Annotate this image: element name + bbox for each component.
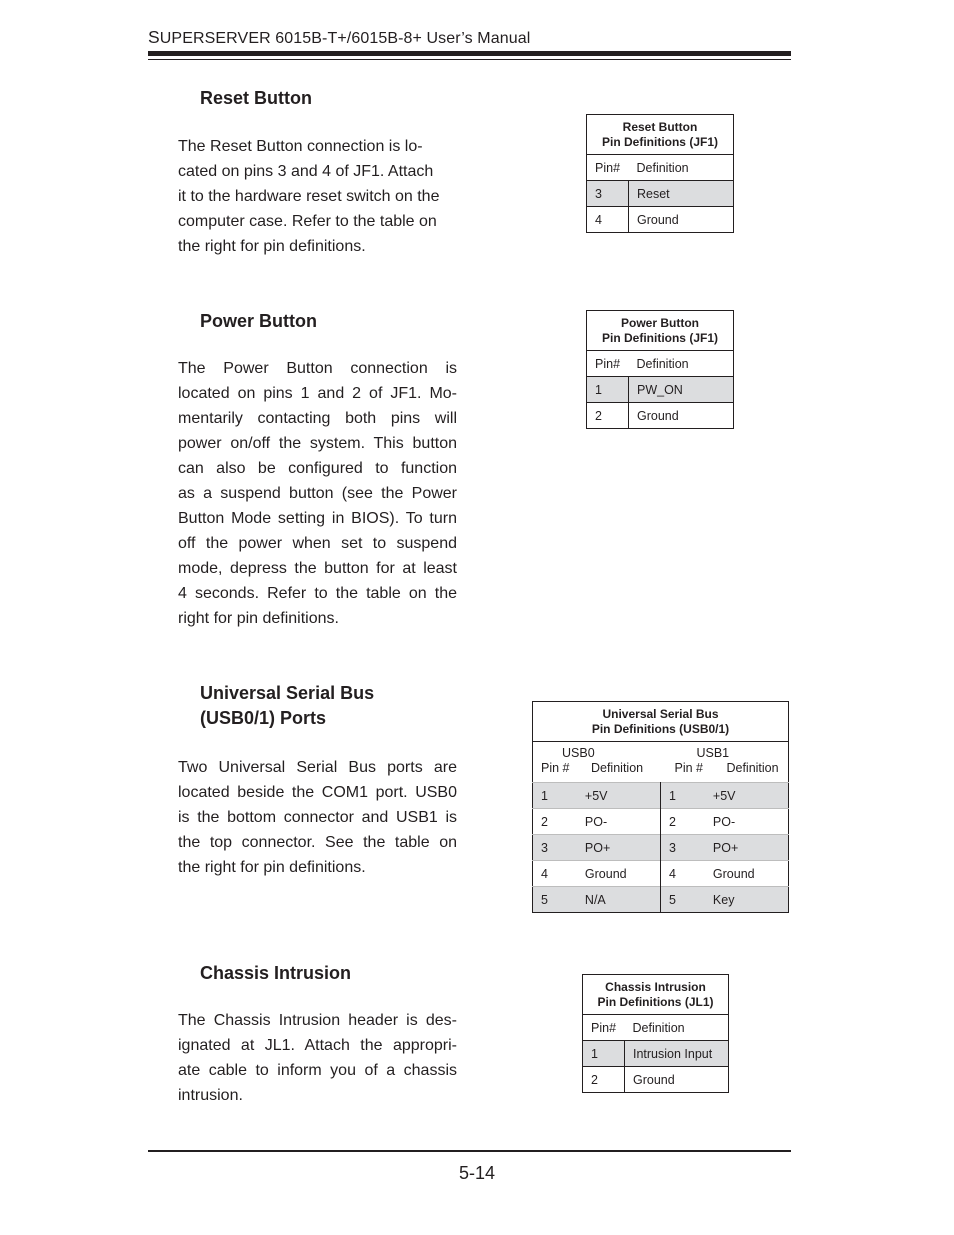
usb-line: Two Universal Serial Bus ports are: [178, 759, 457, 776]
definition-cell: PO-: [577, 809, 661, 835]
definition-cell: PO+: [705, 835, 789, 861]
power-table-title: [587, 311, 734, 351]
chassis-heading: Chassis Intrusion: [200, 963, 352, 983]
usb-line: the right for pin definitions.: [178, 859, 366, 876]
definition-cell: Ground: [629, 207, 734, 233]
table-row: [533, 783, 789, 809]
chassis-table-title-line1: Chassis Intrusion: [605, 979, 706, 994]
reset-col-definition: Definition: [629, 155, 734, 181]
usb1-col-pin: Pin #: [674, 761, 703, 775]
chassis-line: The Chassis Intrusion header is des-: [178, 1012, 457, 1029]
usb1-col-definition: Definition: [726, 761, 779, 775]
reset-table-title-line2: Pin Definitions (JF1): [601, 134, 718, 149]
definition-cell: PW_ON: [629, 377, 734, 403]
power-line: mentarily contacting both pins will: [178, 410, 457, 427]
power-line: power on/off the system. This button: [178, 435, 457, 452]
usb-line: is the bottom connector and USB1 is: [178, 809, 457, 826]
definition-cell: Reset: [629, 181, 734, 207]
power-line: can also be configured to function: [178, 460, 457, 477]
page-number: 5-14: [458, 1163, 496, 1183]
reset-col-pin: Pin#: [587, 155, 629, 181]
table-row: [587, 403, 734, 429]
power-line: right for pin definitions.: [178, 610, 339, 627]
chassis-body: [178, 1008, 457, 1108]
reset-line: The Reset Button connection is lo-: [178, 138, 423, 155]
power-col-pin: Pin#: [587, 351, 629, 377]
definition-cell: +5V: [705, 783, 789, 809]
power-line: off the power when set to suspend: [178, 535, 457, 552]
table-row: [583, 1041, 729, 1067]
table-row: [533, 861, 789, 887]
usb0-header: [533, 742, 661, 783]
power-line: Button Mode setting in BIOS). To turn: [178, 510, 457, 527]
usb-line: the top connector. See the table on: [178, 834, 457, 851]
header-rule-thin: [148, 59, 791, 60]
power-heading: Power Button: [200, 311, 317, 331]
chassis-col-pin: Pin#: [583, 1015, 625, 1041]
usb0-col-pin: Pin #: [541, 761, 570, 775]
table-row: [587, 181, 734, 207]
chassis-table-title: [583, 975, 729, 1015]
reset-table-title-line1: Reset Button: [622, 119, 698, 134]
running-header: [148, 27, 530, 48]
header-rule-thick: [148, 51, 791, 56]
usb1-header: [660, 742, 788, 783]
usb-heading-line1: Universal Serial Bus: [200, 683, 375, 703]
pin-cell: 2: [533, 809, 577, 835]
usb-body: [178, 755, 457, 880]
reset-line: cated on pins 3 and 4 of JF1. Attach: [178, 163, 434, 180]
power-pin-table: [586, 310, 734, 429]
pin-cell: 2: [583, 1067, 625, 1093]
definition-cell: PO-: [705, 809, 789, 835]
usb-line: located beside the COM1 port. USB0: [178, 784, 457, 801]
pin-cell: 4: [533, 861, 577, 887]
pin-cell: 1: [660, 783, 704, 809]
pin-cell: 2: [660, 809, 704, 835]
definition-cell: Intrusion Input: [625, 1041, 729, 1067]
pin-cell: 3: [533, 835, 577, 861]
power-line: mode, depress the button for at least: [178, 560, 457, 577]
chassis-table-title-line2: Pin Definitions (JL1): [597, 994, 714, 1009]
definition-cell: PO+: [577, 835, 661, 861]
reset-body: [178, 134, 457, 259]
header-title-text: UPERSERVER 6015B-T+/6015B-8+ User’s Manual: [159, 30, 531, 47]
power-line: located on pins 1 and 2 of JF1. Mo-: [178, 385, 457, 402]
usb0-label: USB0: [562, 746, 595, 760]
pin-cell: 1: [587, 377, 629, 403]
definition-cell: Ground: [629, 403, 734, 429]
usb-pin-table: [532, 701, 789, 913]
chassis-line: intrusion.: [178, 1087, 243, 1104]
reset-heading: Reset Button: [200, 88, 312, 108]
pin-cell: 3: [660, 835, 704, 861]
chassis-pin-table: [582, 974, 729, 1093]
definition-cell: N/A: [577, 887, 661, 913]
usb-table-title: [533, 702, 789, 742]
pin-cell: 4: [660, 861, 704, 887]
chassis-col-definition: Definition: [625, 1015, 729, 1041]
usb-table-title-line2: Pin Definitions (USB0/1): [591, 721, 730, 736]
table-row: [587, 377, 734, 403]
chassis-line: ate cable to inform you of a chassis: [178, 1062, 457, 1079]
usb1-label: USB1: [696, 746, 730, 760]
footer-rule: [148, 1150, 791, 1152]
chassis-line: ignated at JL1. Attach the appropri-: [178, 1037, 457, 1054]
pin-cell: 4: [587, 207, 629, 233]
power-line: as a suspend button (see the Power: [178, 485, 457, 502]
power-table-title-line1: Power Button: [621, 315, 699, 330]
pin-cell: 5: [533, 887, 577, 913]
pin-cell: 3: [587, 181, 629, 207]
reset-line: it to the hardware reset switch on the: [178, 188, 440, 205]
pin-cell: 5: [660, 887, 704, 913]
pin-cell: 1: [583, 1041, 625, 1067]
definition-cell: +5V: [577, 783, 661, 809]
usb-heading: [200, 681, 374, 731]
definition-cell: Ground: [577, 861, 661, 887]
usb-table-title-line1: Universal Serial Bus: [602, 706, 719, 721]
reset-line: computer case. Refer to the table on: [178, 213, 437, 230]
definition-cell: Ground: [705, 861, 789, 887]
usb0-col-definition: Definition: [590, 761, 644, 775]
table-row: [583, 1067, 729, 1093]
definition-cell: Key: [705, 887, 789, 913]
power-line: 4 seconds. Refer to the table on the: [178, 585, 457, 602]
header-initial: S: [148, 27, 160, 47]
power-body: [178, 356, 457, 631]
reset-pin-table: [586, 114, 734, 233]
reset-line: the right for pin definitions.: [178, 238, 366, 255]
power-table-title-line2: Pin Definitions (JF1): [601, 330, 718, 345]
table-row: [533, 835, 789, 861]
pin-cell: 2: [587, 403, 629, 429]
usb-heading-line2: (USB0/1) Ports: [200, 708, 327, 728]
power-col-definition: Definition: [629, 351, 734, 377]
reset-table-title: [587, 115, 734, 155]
table-row: [587, 207, 734, 233]
table-row: [533, 809, 789, 835]
power-line: The Power Button connection is: [178, 360, 457, 377]
table-row: [533, 887, 789, 913]
definition-cell: Ground: [625, 1067, 729, 1093]
pin-cell: 1: [533, 783, 577, 809]
